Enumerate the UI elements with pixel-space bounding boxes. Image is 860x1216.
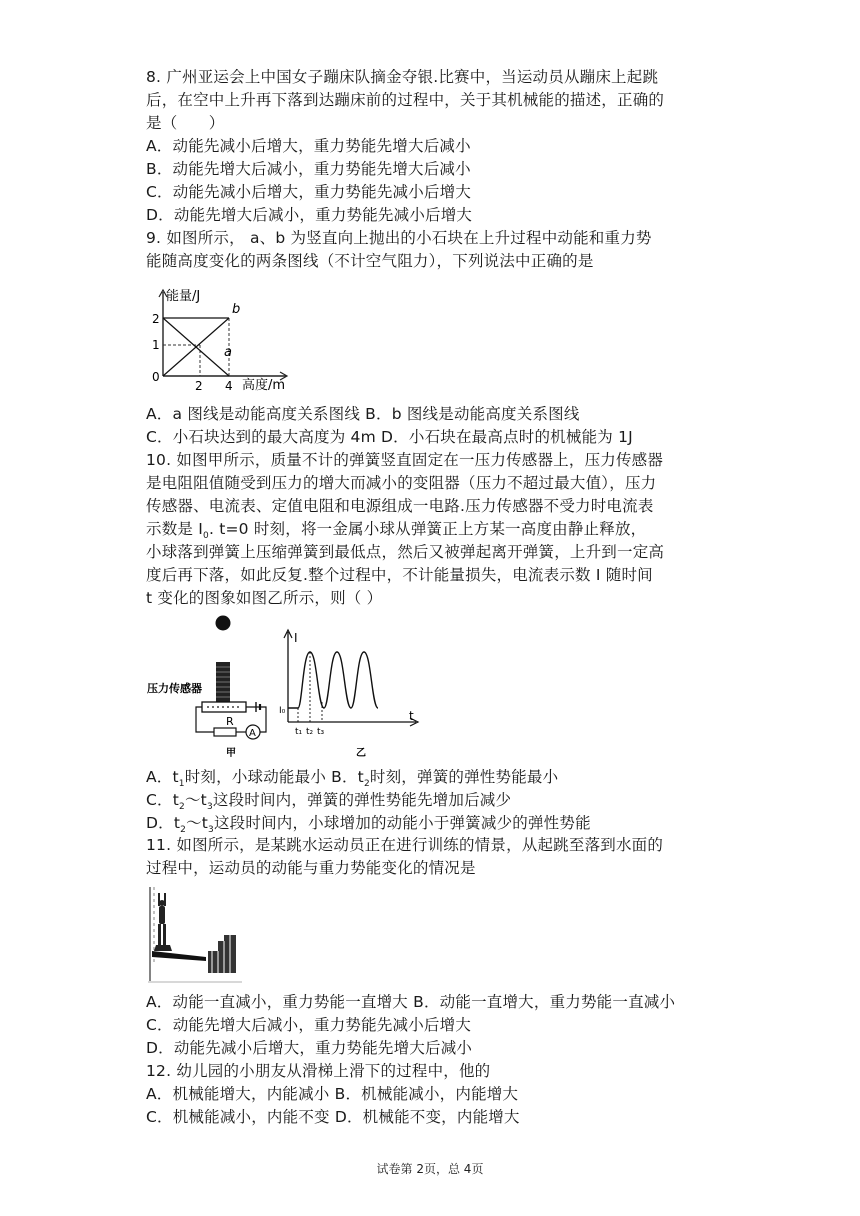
q10-opt-d-part-3: 这段时间内，小球增加的动能小于弹簧减少的弹性势能 xyxy=(213,814,591,832)
q10-opt-c-part-2: ～t xyxy=(184,791,207,809)
q10-opt-a-sub-2: 2 xyxy=(363,779,370,789)
q10-stem-line-7: t 变化的图象如图乙所示，则（ ） xyxy=(146,589,383,607)
q10-opt-a-part-1: A．t xyxy=(146,768,179,786)
q9-options-line-2: C．小石块达到的最大高度为 4m D．小石块在最高点时的机械能为 1J xyxy=(146,428,633,446)
x-axis-label: 高度/m xyxy=(242,378,286,393)
q10-stem-line-4 xyxy=(146,518,646,543)
origin-label: 0 xyxy=(152,370,160,384)
q8-option-c: C．动能先减小后增大，重力势能先减小后增大 xyxy=(146,183,472,201)
energy-height-graph xyxy=(146,282,296,394)
q10-opt-a-part-2: 时刻，小球动能最小 B．t xyxy=(184,768,364,786)
q10-options-line-1 xyxy=(146,766,558,791)
q8-stem-line-3: 是（ ） xyxy=(146,114,225,132)
t1-label: t₁ xyxy=(295,727,303,737)
q10-stem-line-5: 小球落到弹簧上压缩弹簧到最低点，然后又被弹起离开弹簧，上升到一定高 xyxy=(146,543,665,561)
q10-option-c xyxy=(146,789,511,814)
q10-stem-line-6: 度后再下落，如此反复.整个过程中，不计能量损失，电流表示数 I 随时间 xyxy=(146,566,653,584)
q10-opt-c-sub-1: 2 xyxy=(179,802,185,812)
q8-stem-line-1: 8. 广州亚运会上中国女子蹦床队摘金夺银.比赛中，当运动员从蹦床上起跳 xyxy=(146,68,659,86)
q10-opt-a-part-3: 时刻，弹簧的弹性势能最小 xyxy=(369,768,559,786)
caption-jia: 甲 xyxy=(226,748,236,759)
sensor-label: 压力传感器 xyxy=(147,682,202,695)
t3-label: t₃ xyxy=(317,727,325,737)
q11-options-line-2: C．动能先增大后减小，重力势能先减小后增大 xyxy=(146,1016,472,1034)
y-tick-1: 1 xyxy=(152,338,160,352)
metal-ball xyxy=(216,616,231,631)
q8-stem-line-2: 后，在空中上升再下落到达蹦床前的过程中，关于其机械能的描述，正确的 xyxy=(146,91,665,109)
q11-options-line-3: D．动能先减小后增大，重力势能先增大后减小 xyxy=(146,1039,473,1057)
spring-sensor-figure xyxy=(146,612,426,760)
t-axis-label: t xyxy=(409,709,414,723)
x-tick-2: 2 xyxy=(195,379,203,393)
t2-label: t₂ xyxy=(306,727,314,737)
q8-option-d: D．动能先增大后减小，重力势能先减小后增大 xyxy=(146,206,473,224)
q10-opt-c-part-3: 这段时间内，弹簧的弹性势能先增加后减少 xyxy=(212,791,512,809)
q10-line4-part-b: . t=0 时刻，将一金属小球从弹簧正上方某一高度由静止释放， xyxy=(208,520,647,538)
q11-stem-line-1: 11. 如图所示，是某跳水运动员正在进行训练的情景，从起跳至落到水面的 xyxy=(146,836,664,854)
diver-figure xyxy=(154,893,172,951)
current-curve xyxy=(288,652,378,708)
q10-line4-part-a: 示数是 I xyxy=(146,520,203,538)
resistor-r xyxy=(214,728,236,736)
resistor-label: R xyxy=(226,715,234,728)
q10-opt-d-part-2: ～t xyxy=(186,814,209,832)
q11-stem-line-2: 过程中，运动员的动能与重力势能变化的情况是 xyxy=(146,859,476,877)
q10-stem-line-2: 是电阻阻值随受到压力的增大而减小的变阻器（压力不超过最大值），压力 xyxy=(146,474,657,492)
springboard xyxy=(152,951,206,961)
q10-line4-subscript: 0 xyxy=(203,531,209,541)
q10-opt-c-part-1: C．t xyxy=(146,791,180,809)
q11-options-line-1: A．动能一直减小，重力势能一直增大 B．动能一直增大，重力势能一直减小 xyxy=(146,993,676,1011)
q8-option-a: A．动能先减小后增大，重力势能先增大后减小 xyxy=(146,137,471,155)
q9-stem-line-2: 能随高度变化的两条图线（不计空气阻力），下列说法中正确的是 xyxy=(146,252,594,270)
q10-opt-d-sub-2: 3 xyxy=(208,825,214,835)
q10-opt-d-part-1: D．t xyxy=(146,814,181,832)
q12-options-line-1: A．机械能增大，内能减小 B．机械能减小，内能增大 xyxy=(146,1085,519,1103)
i0-label: I₀ xyxy=(279,706,286,716)
page-footer: 试卷第 2页，总 4页 xyxy=(376,1162,484,1176)
q10-opt-a-sub-1: 1 xyxy=(178,779,185,789)
q9-stem-line-1: 9. 如图所示， a、b 为竖直向上抛出的小石块在上升过程中动能和重力势 xyxy=(146,229,652,247)
q12-stem-line-1: 12. 幼儿园的小朋友从滑梯上滑下的过程中，他的 xyxy=(146,1062,491,1080)
diver-picture xyxy=(146,885,246,985)
q10-opt-d-sub-1: 2 xyxy=(180,825,187,835)
q10-stem-line-3: 传感器、电流表、定值电阻和电源组成一电路.压力传感器不受力时电流表 xyxy=(146,497,654,515)
x-tick-4: 4 xyxy=(225,379,233,393)
q9-options-line-1: A．a 图线是动能高度关系图线 B．b 图线是动能高度关系图线 xyxy=(146,405,580,423)
i-axis-label: I xyxy=(294,631,298,645)
q8-option-b: B．动能先增大后减小，重力势能先增大后减小 xyxy=(146,160,471,178)
caption-yi: 乙 xyxy=(356,748,366,759)
q10-stem-line-1: 10. 如图甲所示，质量不计的弹簧竖直固定在一压力传感器上，压力传感器 xyxy=(146,451,664,469)
y-tick-2: 2 xyxy=(152,312,160,326)
label-b: b xyxy=(232,302,241,317)
y-axis-label: 能量/J xyxy=(166,289,201,304)
q10-opt-c-sub-2: 3 xyxy=(206,802,213,812)
ammeter-label: A xyxy=(249,728,256,739)
label-a: a xyxy=(224,345,232,360)
q12-options-line-2: C．机械能减小，内能不变 D．机械能不变，内能增大 xyxy=(146,1108,520,1126)
